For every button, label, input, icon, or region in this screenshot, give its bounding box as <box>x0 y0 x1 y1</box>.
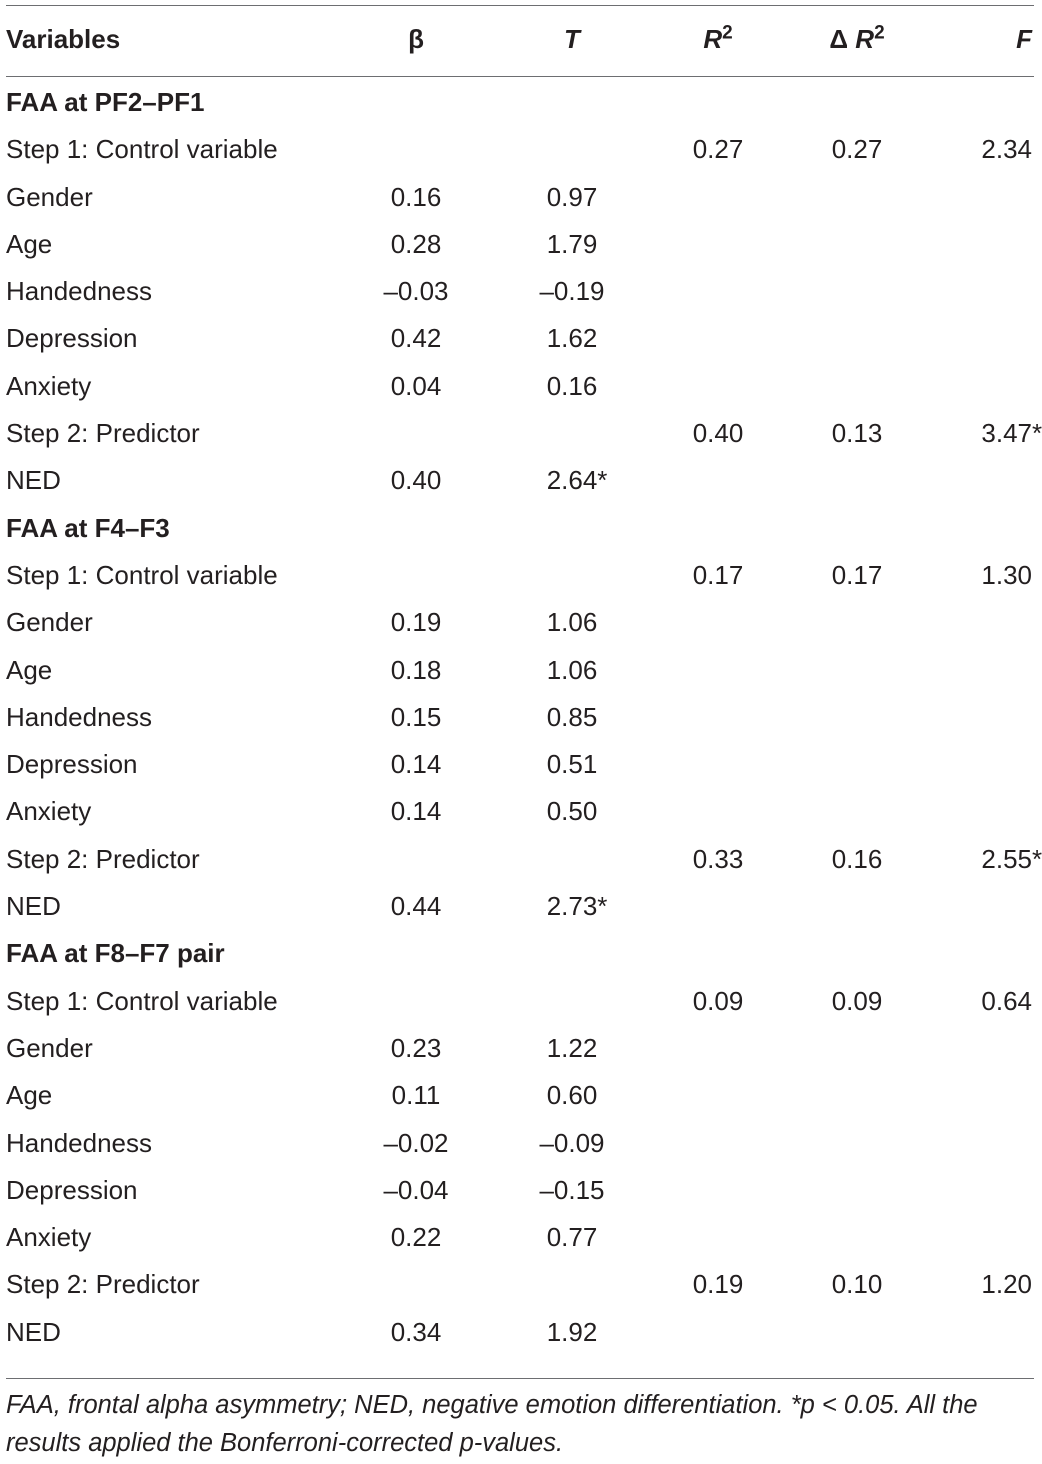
table-footnote: FAA, frontal alpha asymmetry; NED, negative emotion differentiation. *p < 0.05. All the results applied the Bonferroni-corrected p-values. <box>6 1391 978 1457</box>
beta-value: 0.44 <box>390 891 442 922</box>
beta-value <box>336 410 496 457</box>
f-value: 0.64 <box>981 985 1032 1016</box>
t-value: 0.16 <box>546 370 598 401</box>
row-label: Step 2: Predictor <box>6 1269 200 1300</box>
r2-value: 0.17 <box>692 559 744 590</box>
header-f: F <box>1016 24 1032 54</box>
table-row <box>6 363 1034 410</box>
table-row <box>6 1309 1034 1356</box>
beta-value: 0.11 <box>391 1080 441 1111</box>
f-value <box>926 883 1034 930</box>
f-value: 1.30 <box>981 559 1032 590</box>
row-label: Age <box>6 1080 53 1111</box>
r2-value <box>648 599 788 646</box>
t-value-value: 2.64 <box>546 465 598 496</box>
beta-value: 0.23 <box>390 1032 442 1063</box>
delta-r2-value <box>788 315 926 362</box>
beta-value <box>336 836 496 883</box>
row-label: NED <box>6 465 61 496</box>
beta-value: –0.03 <box>383 276 449 307</box>
delta-r2-value: 0.09 <box>831 985 883 1016</box>
header-variables: Variables <box>6 24 121 54</box>
table-row <box>6 221 1034 268</box>
t-value: 0.60 <box>546 1080 598 1111</box>
f-value <box>926 1167 1034 1214</box>
table-body <box>6 79 1042 1356</box>
delta-r2-value <box>788 788 926 835</box>
table-row <box>6 457 1034 504</box>
r2-value <box>648 741 788 788</box>
delta-r2-value <box>788 599 926 646</box>
delta-r2-value: 0.10 <box>831 1269 883 1300</box>
t-value: 1.22 <box>546 1032 598 1063</box>
beta-value: 0.19 <box>390 607 442 638</box>
table-row <box>6 1261 1034 1308</box>
beta-value <box>336 552 496 599</box>
table-row <box>6 599 1034 646</box>
row-label: NED <box>6 891 61 922</box>
beta-value: –0.02 <box>383 1127 449 1158</box>
table-header <box>6 0 1034 79</box>
header-row <box>6 0 1034 79</box>
t-value: 0.50 <box>546 796 598 827</box>
r2-value <box>648 1025 788 1072</box>
beta-value: 0.40 <box>390 465 442 496</box>
f-value <box>926 599 1034 646</box>
r2-value: 0.19 <box>692 1269 744 1300</box>
f-value <box>926 1309 1034 1356</box>
header-beta: β <box>408 24 424 54</box>
table-row <box>6 174 1034 221</box>
table-row <box>6 883 1034 930</box>
t-value: 1.79 <box>546 228 598 259</box>
row-label: Step 2: Predictor <box>6 843 200 874</box>
header-delta-r2-base: R <box>855 24 875 54</box>
r2-value <box>648 268 788 315</box>
beta-value: 0.16 <box>390 181 442 212</box>
r2-value <box>648 315 788 362</box>
t-value: 1.92 <box>546 1316 598 1347</box>
table-row <box>6 552 1034 599</box>
table-row <box>6 268 1034 315</box>
r2-value <box>648 457 788 504</box>
t-value: 0.51 <box>546 749 598 780</box>
f-value: 1.20 <box>981 1269 1032 1300</box>
table-row <box>6 1072 1034 1119</box>
delta-r2-value: 0.13 <box>831 418 883 449</box>
f-value <box>926 1025 1034 1072</box>
delta-r2-value <box>788 221 926 268</box>
beta-value <box>336 126 496 173</box>
table-row <box>6 1214 1034 1261</box>
row-label: Step 1: Control variable <box>6 559 278 590</box>
r2-value <box>648 647 788 694</box>
f-value <box>926 1214 1034 1261</box>
f-value <box>926 315 1034 362</box>
row-label: Gender <box>6 607 93 638</box>
beta-value: 0.14 <box>390 749 442 780</box>
t-value: 1.06 <box>546 654 598 685</box>
header-t: T <box>564 24 580 54</box>
header-r2-base: R <box>703 24 723 54</box>
f-value <box>926 647 1034 694</box>
row-label: Anxiety <box>6 1222 92 1253</box>
table-row <box>6 836 1034 883</box>
row-label: Step 1: Control variable <box>6 985 278 1016</box>
delta-r2-value <box>788 647 926 694</box>
beta-value: 0.15 <box>390 701 442 732</box>
f-value: 3.47* <box>981 418 1042 449</box>
section-heading-row <box>6 79 1034 126</box>
f-value <box>926 788 1034 835</box>
f-value <box>926 1072 1034 1119</box>
row-label: Gender <box>6 1032 93 1063</box>
table-row <box>6 788 1034 835</box>
delta-r2-value: 0.27 <box>831 134 883 165</box>
table-row <box>6 410 1034 457</box>
table-row <box>6 741 1034 788</box>
t-value: 1.06 <box>546 607 598 638</box>
t-value: 2.64* <box>546 465 608 496</box>
f-value <box>926 694 1034 741</box>
delta-r2-value <box>788 1309 926 1356</box>
f-value: 2.34 <box>981 134 1032 165</box>
table-row <box>6 978 1034 1025</box>
row-label: Handedness <box>6 1127 152 1158</box>
t-value <box>496 126 648 173</box>
f-value <box>926 174 1034 221</box>
r2-value <box>648 1072 788 1119</box>
beta-value: 0.28 <box>390 228 442 259</box>
beta-value: 0.04 <box>390 370 442 401</box>
beta-value <box>336 1261 496 1308</box>
row-label: Handedness <box>6 276 152 307</box>
row-label: Gender <box>6 181 93 212</box>
r2-value <box>648 1309 788 1356</box>
row-label: Step 1: Control variable <box>6 134 278 165</box>
f-value <box>926 221 1034 268</box>
beta-value: –0.04 <box>383 1174 449 1205</box>
t-value <box>496 552 648 599</box>
row-label: Anxiety <box>6 796 92 827</box>
delta-r2-value <box>788 1072 926 1119</box>
row-label: Handedness <box>6 701 152 732</box>
table-row <box>6 1167 1034 1214</box>
table-row <box>6 1025 1034 1072</box>
r2-value <box>648 1120 788 1167</box>
r2-value <box>648 1214 788 1261</box>
t-value: 1.62 <box>546 323 598 354</box>
t-value: 0.97 <box>546 181 598 212</box>
r2-value <box>648 694 788 741</box>
t-value: –0.09 <box>539 1127 605 1158</box>
delta-r2-value <box>788 1120 926 1167</box>
row-label: Age <box>6 654 53 685</box>
t-value <box>496 1261 648 1308</box>
t-value <box>496 410 648 457</box>
f-value-value: 3.47 <box>981 418 1032 449</box>
regression-table <box>6 0 1042 1356</box>
r2-value <box>648 788 788 835</box>
r2-value: 0.40 <box>692 418 744 449</box>
bottom-rule <box>6 1378 1034 1379</box>
f-value <box>926 741 1034 788</box>
delta-r2-value <box>788 1214 926 1261</box>
r2-value <box>648 174 788 221</box>
table-row <box>6 315 1034 362</box>
r2-value: 0.09 <box>692 985 744 1016</box>
delta-r2-value <box>788 174 926 221</box>
t-value <box>496 978 648 1025</box>
row-label: Depression <box>6 1174 138 1205</box>
delta-r2-value <box>788 457 926 504</box>
t-value-value: 2.73 <box>546 891 598 922</box>
t-value: 0.85 <box>546 701 598 732</box>
t-value: 0.77 <box>546 1222 598 1253</box>
delta-r2-value <box>788 694 926 741</box>
beta-value <box>336 978 496 1025</box>
delta-r2-value: 0.16 <box>831 843 883 874</box>
r2-value: 0.33 <box>692 843 744 874</box>
t-value: –0.19 <box>539 276 605 307</box>
f-value <box>926 1120 1034 1167</box>
row-label: Age <box>6 228 53 259</box>
table-row <box>6 126 1034 173</box>
table-row <box>6 647 1034 694</box>
table-row <box>6 1120 1034 1167</box>
r2-value <box>648 221 788 268</box>
r2-value: 0.27 <box>692 134 744 165</box>
f-value <box>926 363 1034 410</box>
beta-value: 0.22 <box>390 1222 442 1253</box>
f-value: 2.55* <box>981 843 1042 874</box>
f-value-value: 2.55 <box>981 843 1032 874</box>
beta-value: 0.42 <box>390 323 442 354</box>
t-value: 2.73* <box>546 891 608 922</box>
row-label: Step 2: Predictor <box>6 418 200 449</box>
section-title: FAA at F8–F7 pair <box>6 938 225 969</box>
header-r2-sup: 2 <box>722 22 733 44</box>
delta-r2-value <box>788 1025 926 1072</box>
t-value <box>496 836 648 883</box>
r2-value <box>648 1167 788 1214</box>
row-label: Depression <box>6 749 138 780</box>
f-value <box>926 457 1034 504</box>
delta-r2-value <box>788 883 926 930</box>
r2-value <box>648 363 788 410</box>
beta-value: 0.34 <box>390 1316 442 1347</box>
row-label: Depression <box>6 323 138 354</box>
section-heading-row <box>6 930 1034 977</box>
f-value <box>926 268 1034 315</box>
section-title: FAA at F4–F3 <box>6 512 170 543</box>
delta-r2-value: 0.17 <box>831 559 883 590</box>
delta-r2-value <box>788 268 926 315</box>
row-label: NED <box>6 1316 61 1347</box>
beta-value: 0.18 <box>390 654 442 685</box>
delta-r2-value <box>788 1167 926 1214</box>
header-delta-r2 <box>788 0 926 79</box>
table-row <box>6 694 1034 741</box>
section-title: FAA at PF2–PF1 <box>6 87 205 117</box>
r2-value <box>648 883 788 930</box>
header-delta-symbol: Δ <box>829 24 856 54</box>
header-delta-r2-sup: 2 <box>874 22 885 44</box>
section-heading-row <box>6 505 1034 552</box>
beta-value: 0.14 <box>390 796 442 827</box>
delta-r2-value <box>788 741 926 788</box>
delta-r2-value <box>788 363 926 410</box>
header-r2 <box>648 0 788 79</box>
t-value: –0.15 <box>539 1174 605 1205</box>
row-label: Anxiety <box>6 370 92 401</box>
